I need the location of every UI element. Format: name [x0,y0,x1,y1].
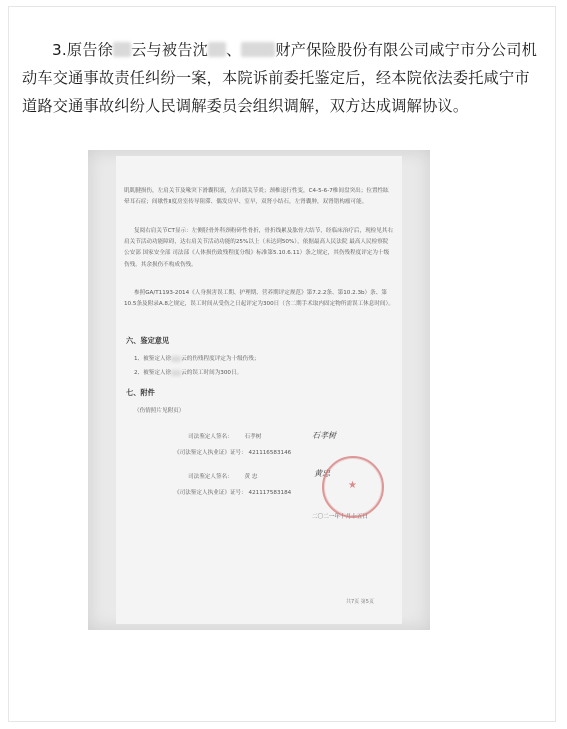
conclusion-2-end: 云的误工时间为300日。 [181,370,243,376]
section-heading-opinion: 六、鉴定意见 [126,336,170,345]
cert-number: 421117583184 [248,490,292,496]
handwritten-signature: 石孝树 [312,431,336,440]
appraiser-name: 石孝树 [244,434,262,440]
appraiser-name: 黄 忠 [244,474,258,480]
intro-text-2: 云与被告沈 [131,41,208,59]
official-seal-icon [322,456,384,518]
handwritten-signature: 黄忠 [314,469,330,478]
signature-label: 司法鉴定人签名： [188,474,233,480]
conclusion-1-start: 1、被鉴定人徐 [134,356,172,362]
cert-label: 《司法鉴定人执业证》证号： [174,450,247,456]
cert-number: 421116583146 [248,450,292,456]
scan-sheet [116,156,402,624]
conclusion-1 [134,354,259,365]
intro-text-4: 财产保险股份有限公司咸宁市分公司机动车交通事故责任纠纷一案，本院诉前委托鉴定后，经本院依法委托咸宁市道路交通事故纠纷人民调解委员会组织调解，双方达成调解协议。 [22,41,537,115]
conclusion-2 [134,368,242,379]
cert-label: 《司法鉴定人执业证》证号： [174,490,247,496]
redaction-mark [171,356,181,362]
scan-paragraph-1: 肌肌腱损伤，左肩关节及喙突下滑囊积液，左肩锁关节炎；颈椎退行性变，C4-5-6-7椎间盘突出；位置性眩晕耳石症；间歇性Ⅱ度房室传导阻滞、偶发房早、室早，双肾小结石，左肾囊肿，双肾错构瘤可能。 [124,188,389,206]
page-number: 共7页 第5页 [346,599,374,605]
attachment-note: （伤情照片见附页） [134,408,185,414]
redaction-mark [171,370,181,376]
redaction-mark [113,42,131,57]
conclusion-1-end: 云的伤残程度评定为十级伤残； [181,356,260,362]
signature-line-1 [188,432,261,443]
conclusion-2-start: 2、被鉴定人徐 [134,370,172,376]
appraisal-date: 二〇二一年十月十五日 [312,514,368,520]
intro-text-3: 、 [226,41,242,59]
redaction-mark [241,42,275,57]
cert-line-1 [174,448,291,459]
intro-paragraph [22,36,544,120]
cert-line-2 [174,488,291,499]
signature-label: 司法鉴定人签名： [188,434,233,440]
scanned-appraisal-page [88,150,430,630]
star-icon: ★ [348,480,357,491]
scan-paragraph-3: 参照GA/T1193-2014《人身损害误工期、护理期、营养期评定规范》第7.2.2条、第10.2.3b）条、第10.5条及附录A.8之规定，误工时间从受伤之日起评定为300日（含二期手术取内固定物所需误工休息时间）。 [124,290,394,308]
redaction-mark [208,42,226,57]
section-heading-attachment: 七、附件 [126,388,155,397]
signature-line-2 [188,472,258,483]
intro-text-1: 3.原告徐 [52,41,114,59]
scan-paragraph-2: 复阅右肩关节CT显示：左侧胫骨外科颈粉碎性骨折，骨折线累及肱骨大结节，经临床治疗后，现检见其右肩关节活动功能障碍，达右肩关节活动功能的25%以上（未达到50%），依据最高人民法院 最高人民检察院 公安部 国家安全部 司法部《人体损伤致残程度分级》标准第5.10.6.11）条之规定，其伤残程度评定为十级伤残。其余损伤不构成伤残。 [124,228,394,268]
